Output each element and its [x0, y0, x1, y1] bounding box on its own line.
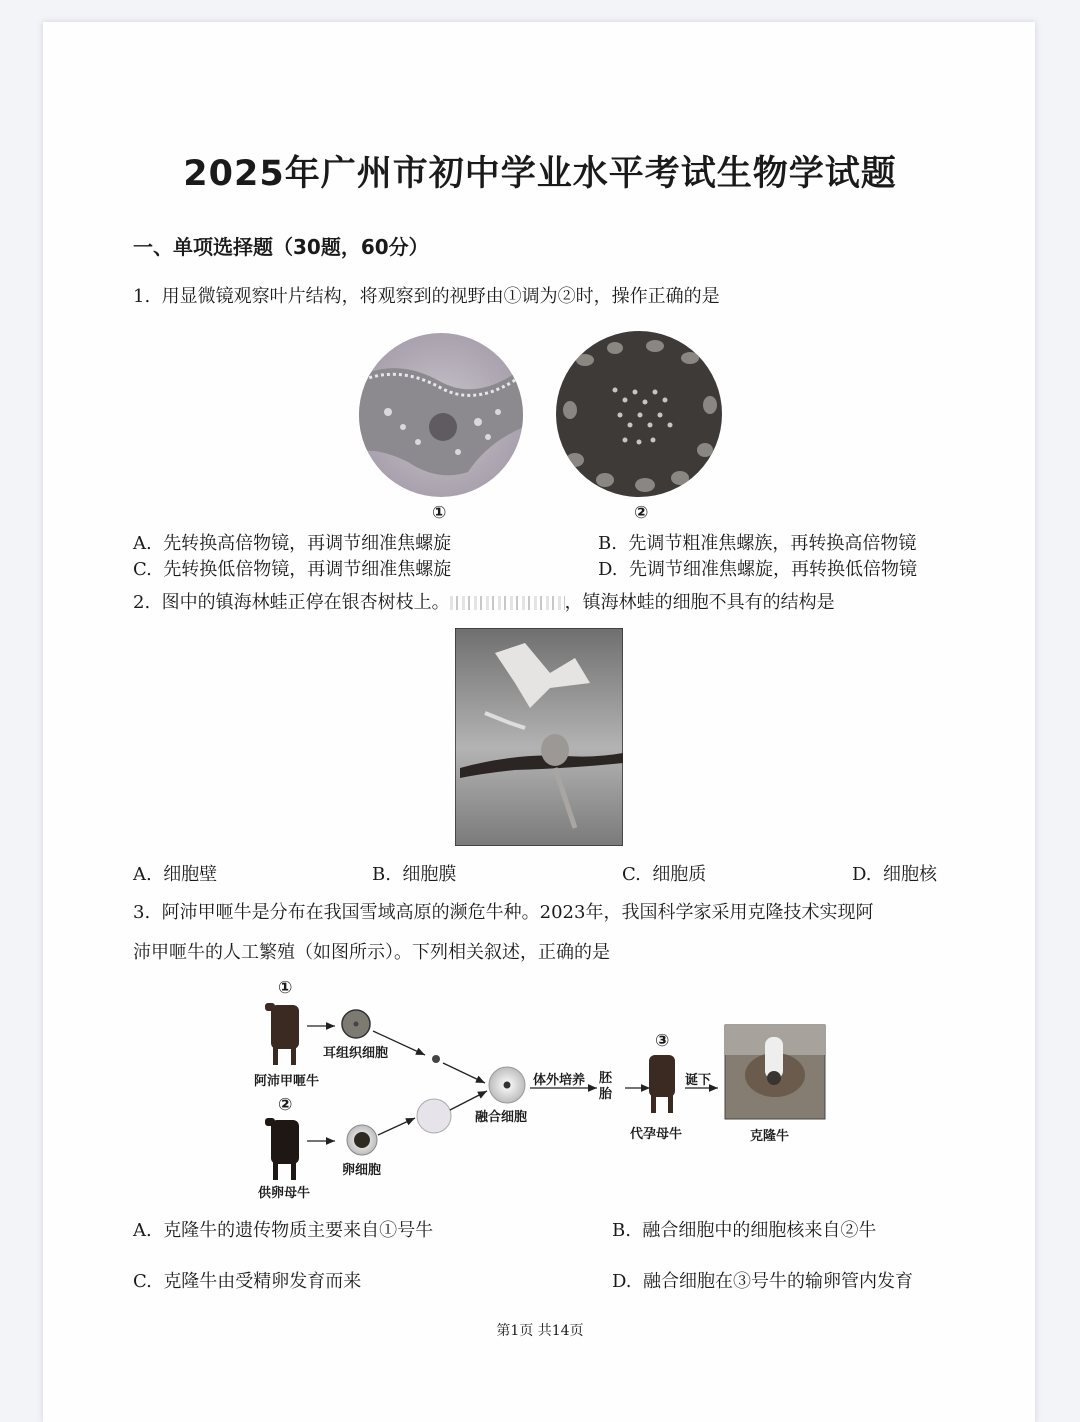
- label-embryo: 胚胎: [599, 1071, 613, 1102]
- figure-caption-1: ①: [432, 503, 447, 523]
- q3-option-d[interactable]: D. 融合细胞在③号牛的输卵管内发育: [612, 1271, 913, 1292]
- question-3-stem-line1: 3. 阿沛甲咂牛是分布在我国雪域高原的濒危牛种。2023年，我国科学家采用克隆技术实现阿: [133, 902, 874, 923]
- question-3-stem-line2: 沛甲咂牛的人工繁殖（如图所示）。下列相关叙述，正确的是: [133, 942, 610, 963]
- q1-option-a[interactable]: A. 先转换高倍物镜，再调节细准焦螺旋: [133, 533, 452, 554]
- q1-option-c[interactable]: C. 先转换低倍物镜，再调节细准焦螺旋: [133, 559, 452, 580]
- label-ear-cell: 耳组织细胞: [323, 1046, 389, 1061]
- clone-calf-photo: [725, 1025, 825, 1119]
- cow-2-icon: [265, 1118, 299, 1180]
- q2-option-d[interactable]: D. 细胞核: [852, 864, 937, 885]
- page-title: 2025年广州市初中学业水平考试生物学试题: [183, 154, 897, 194]
- label-surrogate: 代孕母牛: [630, 1127, 683, 1142]
- micrograph-2-image: [555, 330, 723, 498]
- label-culture: 体外培养: [533, 1073, 586, 1088]
- label-birth: 诞下: [685, 1073, 712, 1088]
- cloning-diagram: ① ② ③ 阿沛甲咂牛 供卵母牛 耳组织细胞 卵细胞 融合细胞 体外培养 胚胎 代孕母牛 诞下 克隆牛: [245, 975, 845, 1205]
- q3-option-c[interactable]: C. 克隆牛由受精卵发育而来: [133, 1271, 362, 1292]
- label-donor-cow: 阿沛甲咂牛: [254, 1074, 320, 1089]
- q1-option-b[interactable]: B. 先调节粗准焦螺族，再转换高倍物镜: [598, 533, 917, 554]
- q1-option-d[interactable]: D. 先调节细准焦螺旋，再转换低倍物镜: [598, 559, 917, 580]
- label-egg-cell: 卵细胞: [342, 1163, 382, 1178]
- surrogate-cow-icon: [649, 1055, 675, 1113]
- q2-option-c[interactable]: C. 细胞质: [622, 864, 707, 885]
- label-fused-cell: 融合细胞: [475, 1110, 528, 1125]
- page-number-footer: 第1页 共14页: [496, 1323, 584, 1339]
- label-egg-donor-cow: 供卵母牛: [258, 1186, 311, 1201]
- label-clone: 克隆牛: [750, 1129, 790, 1144]
- q2-option-a[interactable]: A. 细胞壁: [133, 864, 218, 885]
- redacted-text: [450, 596, 565, 610]
- figure-caption-2: ②: [634, 503, 649, 523]
- section-heading: 一、单项选择题（30题，60分）: [133, 235, 429, 259]
- cow-1-icon: [265, 1003, 299, 1065]
- frog-photo-image: [455, 628, 623, 846]
- q2-option-b[interactable]: B. 细胞膜: [372, 864, 457, 885]
- cloning-diagram-graphics: [245, 975, 845, 1205]
- q3-option-a[interactable]: A. 克隆牛的遗传物质主要来自①号牛: [133, 1220, 434, 1241]
- micrograph-1-image: [358, 332, 524, 498]
- question-1-stem: 1. 用显微镜观察叶片结构，将观察到的视野由①调为②时，操作正确的是: [133, 286, 720, 307]
- q3-option-b[interactable]: B. 融合细胞中的细胞核来自②牛: [612, 1220, 877, 1241]
- question-2-stem: 2. 图中的镇海林蛙正停在银杏树枝上。 ，镇海林蛙的细胞不具有的结构是: [133, 592, 835, 613]
